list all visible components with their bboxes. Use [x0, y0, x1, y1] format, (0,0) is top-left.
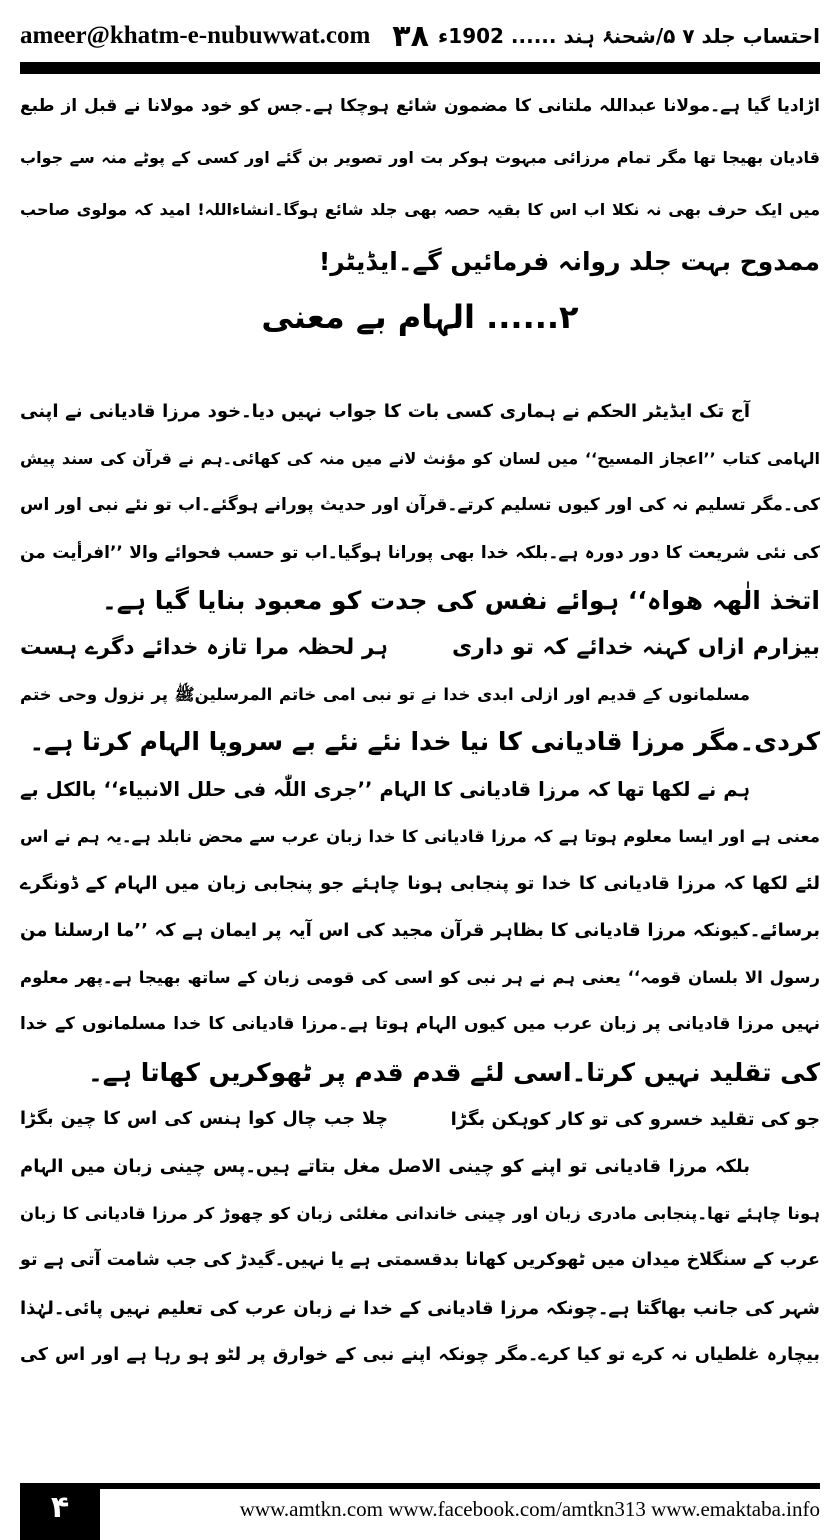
text-line: عرب کے سنگلاخ میدان میں ٹھوکریں کھانا بدقسمتی ہے یا نہیں۔گیدڑ کی جب شامت آتی ہے تو — [20, 1250, 820, 1271]
text-line: میں ایک حرف بھی نہ نکلا اب اس کا بقیہ حصہ بھی جلد شائع ہوگا۔انشاءاللہ! امید کہ مولوی صاحب — [20, 200, 820, 219]
hemistich: جو کی تقلید خسرو کی تو کار کوہکن بگڑا — [450, 1108, 820, 1130]
text-line: بلکہ مرزا قادیانی تو اپنے کو چینی الاصل مغل بتاتے ہیں۔پس چینی زبان میں الہام — [20, 1156, 750, 1177]
text-line: بیچارہ غلطیاں نہ کرے تو کیا کرے۔مگر چونکہ اپنے نبی کے خوارق پر لٹو ہو رہا ہے اور اس کی — [20, 1344, 820, 1365]
header-rule — [20, 62, 820, 74]
verse-line — [20, 624, 820, 671]
text-line: کی نئی شریعت کا دور دورہ ہے۔بلکہ خدا بھی پورانا ہوگیا۔اب تو حسب فحوائے والا ’’افرأیت من — [20, 542, 820, 563]
footer-links: www.amtkn.com www.facebook.com/amtkn313 www.emaktaba.info — [239, 1497, 820, 1521]
text-line: اتخذ الٰھہ ھواہ‘‘ ہوائے نفس کی جدت کو معبود بنایا گیا ہے۔ — [102, 585, 820, 615]
header-book-title: احتساب جلد ۷ ۵/شحنۂ ہند ...... 1902ء — [438, 24, 820, 48]
text-line: آج تک ایڈیٹر الحکم نے ہماری کسی بات کا جواب نہیں دیا۔خود مرزا قادیانی نے اپنی — [20, 401, 750, 422]
intro-paragraph — [20, 80, 820, 288]
hemistich: بیزارم ازاں کہنہ خدائے کہ تو داری — [452, 634, 820, 660]
text-line: ممدوح بہت جلد روانہ فرمائیں گے۔ایڈیٹر! — [318, 247, 820, 276]
hemistich: ہر لحظہ مرا تازہ خدائے دگرے ہست — [20, 634, 388, 660]
hemistich: چلا جب چال کوا ہنس کی اس کا چین بگڑا — [20, 1108, 388, 1129]
text-line: قادیان بھیجا تھا مگر تمام مرزائی مبہوت ہوکر بت اور تصویر بن گئے اور کسی کے پوٹے منہ سے جواب — [20, 148, 820, 167]
text-line: ہونا چاہئے تھا۔پنجابی مادری زبان اور چینی خاندانی مغلئی زبان کو چھوڑ کر مرزا قادیانی کا زبان — [20, 1204, 820, 1224]
text-line: الہامی کتاب ’’اعجاز المسیح‘‘ میں لسان کو مؤنث لانے میں منہ کی کھائی۔ہم نے قرآن کی سند پیش — [20, 449, 820, 469]
text-line: کردی۔مگر مرزا قادیانی کا نیا خدا نئے نئے بے سروپا الہام کرتا ہے۔ — [29, 727, 820, 757]
text-line: لئے لکھا کہ مرزا قادیانی کا خدا تو پنجابی ہونا چاہئے جو پنجابی زبان میں الہام کے ڈونگرے — [20, 872, 820, 894]
text-line: رسول الا بلسان قومہ‘‘ یعنی ہم نے ہر نبی کو اسی کی قومی زبان کے ساتھ بھیجا ہے۔پھر معلوم — [20, 968, 820, 988]
text-line: برسائے۔کیونکہ مرزا قادیانی کا بظاہر قرآن مجید کی اس آیہ پر ایمان ہے کہ ’’ما ارسلنا من — [20, 920, 820, 942]
footer-rule — [20, 1483, 820, 1489]
text-line: کی۔مگر تسلیم نہ کی اور کیوں تسلیم کرتے۔قرآن اور حدیث پورانے ہوگئے۔اب تو نئے نبی اور اس — [20, 495, 820, 516]
text-line: ہم نے لکھا تھا کہ مرزا قادیانی کا الہام ’’جری اللّٰہ فی حلل الانبیاء‘‘ بالکل بے — [20, 777, 750, 801]
footer-page-number: ۴ — [20, 1483, 100, 1540]
text-line: مسلمانوں کے قدیم اور ازلی ابدی خدا نے تو نبی امی خاتم المرسلینﷺ پر نزول وحی ختم — [20, 685, 750, 705]
text-line: نہیں مرزا قادیانی پر زبان عرب میں کیوں الہام ہوتا ہے۔مرزا قادیانی کا خدا مسلمانوں کے خدا — [20, 1014, 820, 1035]
text-line: کی تقلید نہیں کرتا۔اسی لئے قدم قدم پر ٹھوکریں کھاتا ہے۔ — [88, 1057, 820, 1087]
text-line: شہر کی جانب بھاگتا ہے۔چونکہ مرزا قادیانی کے خدا نے زبان عرب کی تعلیم نہیں پائی۔لہٰذا — [20, 1297, 820, 1319]
text-line: معنی ہے اور ایسا معلوم ہوتا ہے کہ مرزا قادیانی کا خدا زبان عرب سے محض نابلد ہے۔یہ ہم نے اس — [20, 826, 820, 846]
section-title: ۲...... الہام بے معنی — [261, 298, 579, 336]
page-header — [20, 14, 820, 58]
header-email: ameer@khatm-e-nubuwwat.com — [20, 22, 371, 49]
body-text — [20, 388, 820, 1379]
header-page-number: ۳۸ — [392, 18, 429, 54]
verse-line — [20, 1096, 820, 1143]
text-line: اڑادیا گیا ہے۔مولانا عبداللہ ملتانی کا مضمون شائع ہوچکا ہے۔جس کو خود مولانا نے قبل از طبع — [20, 96, 820, 116]
